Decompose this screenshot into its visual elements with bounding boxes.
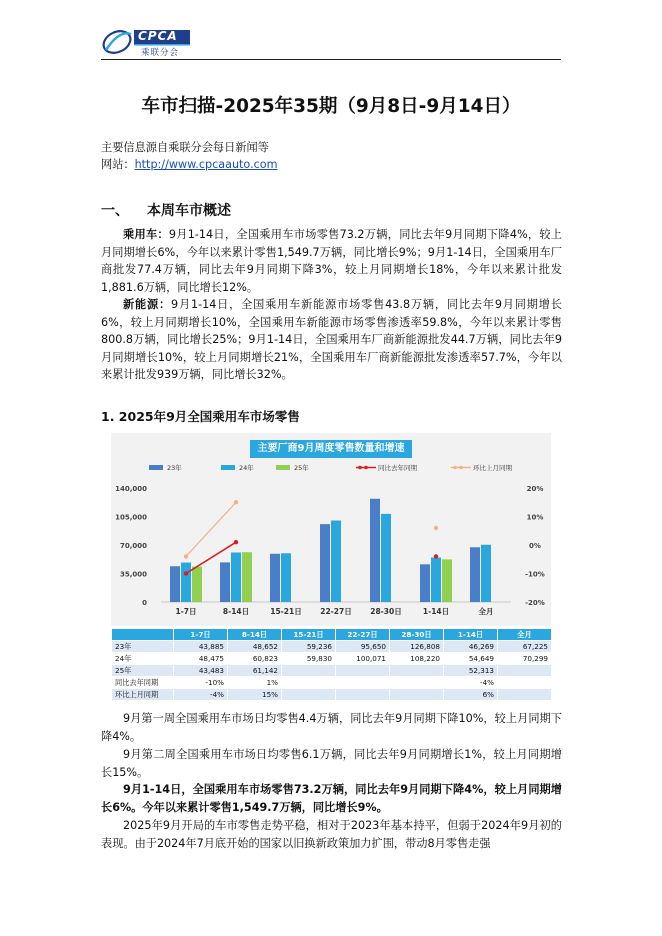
table-cell — [498, 677, 552, 689]
table-cell — [390, 677, 444, 689]
bar-24年-22-27日 — [331, 521, 341, 602]
paragraph-lead-passenger: 乘用车： — [123, 228, 169, 241]
table-cell: 46,269 — [444, 641, 498, 653]
table-cell — [498, 689, 552, 701]
table-cell: 60,823 — [228, 653, 282, 665]
legend-marker — [453, 466, 457, 470]
table-header-cell: 28-30日 — [390, 629, 444, 641]
source-line: 主要信息源自乘联分会每日新闻等 — [101, 141, 269, 154]
table-header-cell: 全月 — [498, 629, 552, 641]
table-cell — [390, 665, 444, 677]
table-cell: 23年 — [112, 641, 174, 653]
table-cell: 61,142 — [228, 665, 282, 677]
legend-swatch — [149, 465, 163, 470]
point-同比去年同期 — [434, 554, 438, 558]
table-header-cell: 15-21日 — [282, 629, 336, 641]
table-cell — [336, 665, 390, 677]
table-cell — [390, 689, 444, 701]
legend-label: 23年 — [167, 464, 182, 472]
table-cell: -4% — [174, 689, 228, 701]
bar-25年-1-14日 — [442, 559, 452, 602]
point-环比上月同期 — [234, 500, 238, 504]
bar-25年-8-14日 — [242, 552, 252, 602]
legend-marker — [358, 466, 362, 470]
table-cell — [336, 689, 390, 701]
table-cell: 43,483 — [174, 665, 228, 677]
bar-24年-全月 — [481, 545, 491, 602]
section-number: 一、 — [101, 203, 129, 219]
legend-swatch — [221, 465, 235, 470]
table-cell: 环比上月同期 — [112, 689, 174, 701]
bar-25年-1-7日 — [192, 567, 202, 602]
table-cell: 同比去年同期 — [112, 677, 174, 689]
logo-text: CPCA — [138, 29, 178, 43]
table-cell: 95,650 — [336, 641, 390, 653]
y-right-tick-label: 0% — [529, 542, 541, 550]
table-cell: 108,220 — [390, 653, 444, 665]
table-cell: 6% — [444, 689, 498, 701]
legend-label: 24年 — [239, 464, 254, 472]
bar-24年-15-21日 — [281, 553, 291, 602]
y-right-tick-label: 10% — [526, 513, 544, 522]
section-title: 本周车市概述 — [147, 203, 231, 219]
table-cell: 70,299 — [498, 653, 552, 665]
cpca-logo — [101, 26, 201, 58]
table-header-cell — [112, 629, 174, 641]
legend-label: 25年 — [294, 464, 309, 472]
y-right-tick-label: -20% — [525, 599, 545, 607]
table-cell — [282, 689, 336, 701]
table-cell — [282, 665, 336, 677]
paragraph-body-nev: 9月1-14日，全国乘用车新能源市场零售43.8万辆，同比去年9月同期增长6%，较上月同期增长10%，全国乘用车新能源市场零售渗透率59.8%，今年以来累计零售800.8万辆，同比增长25%；9月1-14日，全国乘用车厂商新能源批发44.7万辆，同比去年9月同期增长10%，较上月同期增长21%，全国乘用车厂商新能源批发渗透率57.7%，今年以来累计批发939万辆，同比增长32%。 — [101, 298, 562, 382]
bar-23年-8-14日 — [220, 562, 230, 602]
table-cell: 25年 — [112, 665, 174, 677]
x-tick-label: 全月 — [478, 607, 494, 616]
x-tick-label: 28-30日 — [370, 607, 402, 616]
table-header-cell: 8-14日 — [228, 629, 282, 641]
y-right-tick-label: 20% — [526, 485, 544, 493]
bar-23年-1-7日 — [170, 566, 180, 602]
weekly-retail-chart — [111, 433, 551, 626]
y-left-tick-label: 70,000 — [119, 542, 147, 550]
table-row — [112, 653, 552, 665]
bar-23年-全月 — [470, 547, 480, 602]
paragraph-week2: 9月第二周全国乘用车市场日均零售6.1万辆，同比去年9月同期增长1%，较上月同期增长15%。 — [101, 748, 562, 779]
bar-24年-1-7日 — [181, 563, 191, 602]
page-title: 车市扫描-2025年35期（9月8日-9月14日） — [141, 96, 521, 117]
paragraph-week1: 9月第一周全国乘用车市场日均零售4.4万辆，同比去年9月同期下降10%，较上月同期下降4%。 — [101, 712, 562, 743]
subsection-heading: 1. 2025年9月全国乘用车市场零售 — [101, 409, 300, 424]
table-row — [112, 665, 552, 677]
point-环比上月同期 — [184, 554, 188, 558]
table-cell: 67,225 — [498, 641, 552, 653]
bar-24年-28-30日 — [381, 514, 391, 602]
table-header-cell: 22-27日 — [336, 629, 390, 641]
bar-24年-8-14日 — [231, 552, 241, 602]
point-同比去年同期 — [234, 540, 238, 544]
table-cell: 43,885 — [174, 641, 228, 653]
y-right-tick-label: -10% — [525, 570, 545, 579]
table-cell — [282, 677, 336, 689]
legend-label: 同比去年同期 — [378, 464, 417, 472]
paragraph-analysis: 2025年9月开局的车市零售走势平稳，相对于2023年基本持平，但弱于2024年9月初的表现。由于2024年7月底开始的国家以旧换新政策加力扩围，带动8月零售走强 — [101, 819, 562, 850]
header-rule — [101, 59, 561, 60]
x-tick-label: 15-21日 — [270, 607, 302, 616]
bar-24年-1-14日 — [431, 558, 441, 602]
data-table — [111, 628, 552, 701]
table-cell: 100,071 — [336, 653, 390, 665]
y-left-tick-label: 35,000 — [119, 570, 147, 579]
table-cell — [336, 677, 390, 689]
x-tick-label: 1-14日 — [422, 607, 450, 616]
y-left-tick-label: 140,000 — [115, 485, 147, 493]
point-环比上月同期 — [434, 526, 438, 530]
paragraph-summary: 9月1-14日，全国乘用车市场零售73.2万辆，同比去年9月同期下降4%，较上月同期增长6%。今年以来累计零售1,549.7万辆，同比增长9%。 — [101, 783, 562, 814]
legend-label: 环比上月同期 — [473, 464, 512, 472]
chart-svg — [111, 433, 551, 626]
bar-23年-28-30日 — [370, 499, 380, 602]
table-row — [112, 677, 552, 689]
table-cell: 1% — [228, 677, 282, 689]
chart-title: 主要厂商9月周度零售数量和增速 — [250, 440, 412, 458]
table-cell: -10% — [174, 677, 228, 689]
table-cell — [498, 665, 552, 677]
paragraph-nev — [101, 296, 562, 384]
x-tick-label: 1-7日 — [175, 607, 197, 616]
paragraph-lead-nev: 新能源： — [123, 298, 172, 311]
y-left-tick-label: 0 — [142, 599, 147, 607]
point-同比去年同期 — [184, 571, 188, 575]
table-cell: 48,475 — [174, 653, 228, 665]
legend-marker — [364, 466, 368, 470]
table-cell: 59,830 — [282, 653, 336, 665]
table-header-row — [112, 629, 552, 641]
website-link[interactable]: http://www.cpcaauto.com — [134, 158, 278, 171]
table-row — [112, 641, 552, 653]
table-cell: 59,236 — [282, 641, 336, 653]
legend-swatch — [276, 465, 290, 470]
table-cell: 24年 — [112, 653, 174, 665]
table-header-cell: 1-7日 — [174, 629, 228, 641]
legend-marker — [459, 466, 463, 470]
paragraph-passenger — [101, 226, 562, 296]
bar-23年-22-27日 — [320, 524, 330, 602]
paragraph-body-passenger: 9月1-14日，全国乘用车市场零售73.2万辆，同比去年9月同期下降4%，较上月同期增长6%，今年以来累计零售1,549.7万辆，同比增长9%；9月1-14日，全国乘用车厂商批发77.4万辆，同比去年9月同期下降3%，较上月同期增长18%，今年以来累计批发1,881.6万辆，同比增长12%。 — [101, 228, 562, 294]
x-tick-label: 8-14日 — [222, 607, 250, 616]
table-cell: -4% — [444, 677, 498, 689]
section-heading — [101, 200, 231, 220]
table-cell: 15% — [228, 689, 282, 701]
table-cell: 48,652 — [228, 641, 282, 653]
website-label: 网站： — [101, 158, 135, 171]
y-left-tick-label: 105,000 — [115, 513, 147, 522]
table-header-cell: 1-14日 — [444, 629, 498, 641]
website-line — [101, 156, 278, 173]
bar-23年-15-21日 — [270, 554, 280, 602]
logo-subtext: 乘联分会 — [141, 48, 180, 58]
x-tick-label: 22-27日 — [320, 607, 352, 616]
table-cell: 126,808 — [390, 641, 444, 653]
table-cell: 52,313 — [444, 665, 498, 677]
table-row — [112, 689, 552, 701]
table-cell: 54,649 — [444, 653, 498, 665]
bar-23年-1-14日 — [420, 564, 430, 602]
